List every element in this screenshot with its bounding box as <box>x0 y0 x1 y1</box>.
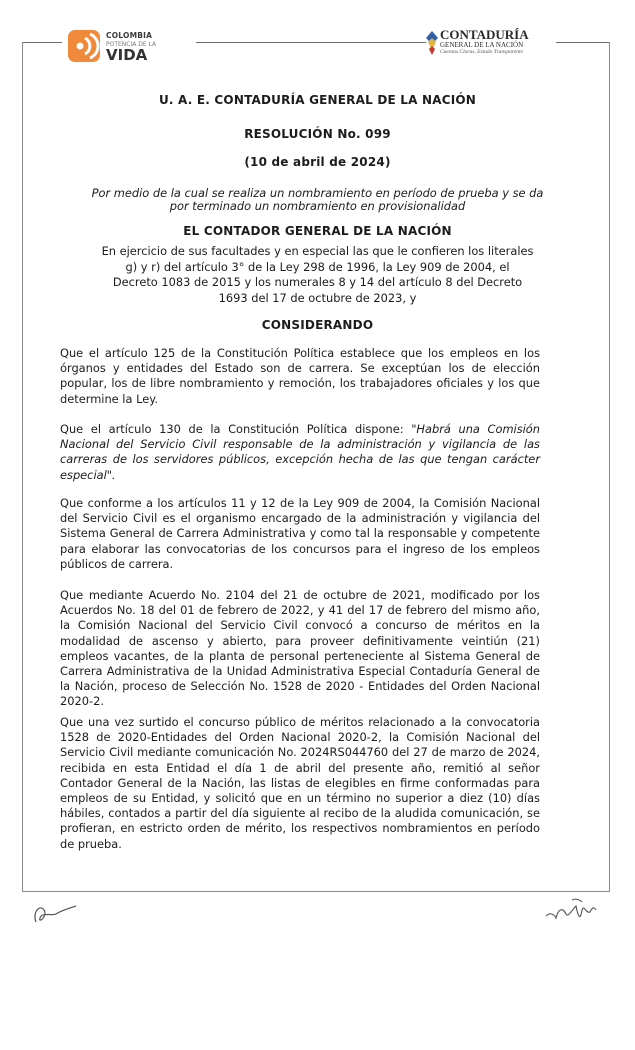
contaduria-logo <box>425 28 560 68</box>
colombia-logo-icon <box>66 28 102 64</box>
colombia-potencia-logo <box>66 28 196 68</box>
frame-top-mid <box>196 42 426 43</box>
resolution-subject <box>60 187 575 212</box>
frame-right <box>609 42 610 892</box>
considering-heading: CONSIDERANDO <box>261 318 374 332</box>
logo-left-line3: VIDA <box>106 46 148 64</box>
powers-block <box>60 244 575 306</box>
powers-line-4: 1693 del 17 de octubre de 2023, y <box>218 290 417 305</box>
frame-left <box>22 42 23 892</box>
powers-line-3: Decreto 1083 de 2015 y los numerales 8 y 14 del artículo 8 del Decreto <box>112 275 523 289</box>
paragraph-4: Que mediante Acuerdo No. 2104 del 21 de octubre de 2021, modificado por los Acuerdos No. 18 del 01 de febrero de 2022, y 41 del 17 de febrero del mismo año, la Comisión Nacional del Servicio Civil convocó a concurso de méritos en la modalidad de ascenso y abierto, para proveer definitivamente veintiún (21) empleos vacantes, de la planta de personal perteneciente al Sistema General de Carrera Administrativa de la Unidad Administrativa Especial Contaduría General de la Nación, proceso de Selección No. 1528 de 2020 - Entidades del Orden Nacional 2020-2. <box>60 588 540 709</box>
logo-right-line3: Cuentas Claras, Estado Transparente <box>440 49 523 55</box>
logo-left-line2: POTENCIA DE LA <box>106 41 157 48</box>
logo-left-line1: COLOMBIA <box>106 31 153 40</box>
entity-heading: U. A. E. CONTADURÍA GENERAL DE LA NACIÓN <box>158 93 477 107</box>
paragraph-3: Que conforme a los artículos 11 y 12 de la Ley 909 de 2004, la Comisión Nacional del Servicio Civil es el organismo encargado de la administración y vigilancia del Sistema General de Carrera Administrativa y como tal la responsable y competente para elaborar las convocatorias de los concursos para el ingreso de los empleos públicos de carrera. <box>60 496 540 571</box>
frame-bottom <box>22 891 610 892</box>
paragraph-5: Que una vez surtido el concurso público de méritos relacionado a la convocatoria 1528 de 2020-Entidades del Orden Nacional 2020-2, la Comisión Nacional del Servicio Civil mediante comunicación No. 2024RS044760 del 27 de marzo de 2024, recibida en esta Entidad el día 1 de abril del presente año, remitió al señor Contador General de la Nación, las listas de elegibles en firme conformadas para empleos de su Entidad, y solicitó que en un término no superior a diez (10) días hábiles, contados a partir del día siguiente al recibo de la aludida comunicación, se profieran, en estricto orden de mérito, los respectivos nombramientos en período de prueba. <box>60 715 540 851</box>
logo-right-line1: CONTADURÍA <box>440 27 529 42</box>
frame-top-right <box>556 42 609 43</box>
powers-line-2: g) y r) del artículo 3° de la Ley 298 de 1996, la Ley 909 de 2004, el <box>125 259 510 274</box>
powers-line-1: En ejercicio de sus facultades y en especial las que le confieren los literales <box>101 244 534 258</box>
subject-line-2: por terminado un nombramiento en provisionalidad <box>169 198 466 213</box>
resolution-number: RESOLUCIÓN No. 099 <box>244 127 391 141</box>
logo-right-line2: GENERAL DE LA NACIÓN <box>440 41 524 49</box>
paragraph-1: Que el artículo 125 de la Constitución Política establece que los empleos en los órganos y entidades del Estado son de carrera. Se exceptúan los de elección popular, los de libre nombramiento y remoción, los trabajadores oficiales y los que determine la Ley. <box>60 346 540 406</box>
resolution-date: (10 de abril de 2024) <box>244 155 391 169</box>
initials-signature-left <box>30 896 80 930</box>
paragraph-2 <box>60 422 540 483</box>
initials-signature-right <box>542 892 602 932</box>
contaduria-emblem-icon <box>425 30 439 56</box>
subject-line-1: Por medio de la cual se realiza un nombramiento en período de prueba y se da <box>91 186 544 200</box>
paragraph-2-intro: Que el artículo 130 de la Constitución Política dispone: <box>60 422 412 436</box>
frame-top-left <box>22 42 62 43</box>
paragraph-2-quote: "Habrá una Comisión Nacional del Servicio Civil responsable de la administración y vigilancia de las carreras de los servidores públicos, excepción hecha de las que tengan carácter especial". <box>60 422 540 482</box>
authority-heading: EL CONTADOR GENERAL DE LA NACIÓN <box>183 224 452 238</box>
